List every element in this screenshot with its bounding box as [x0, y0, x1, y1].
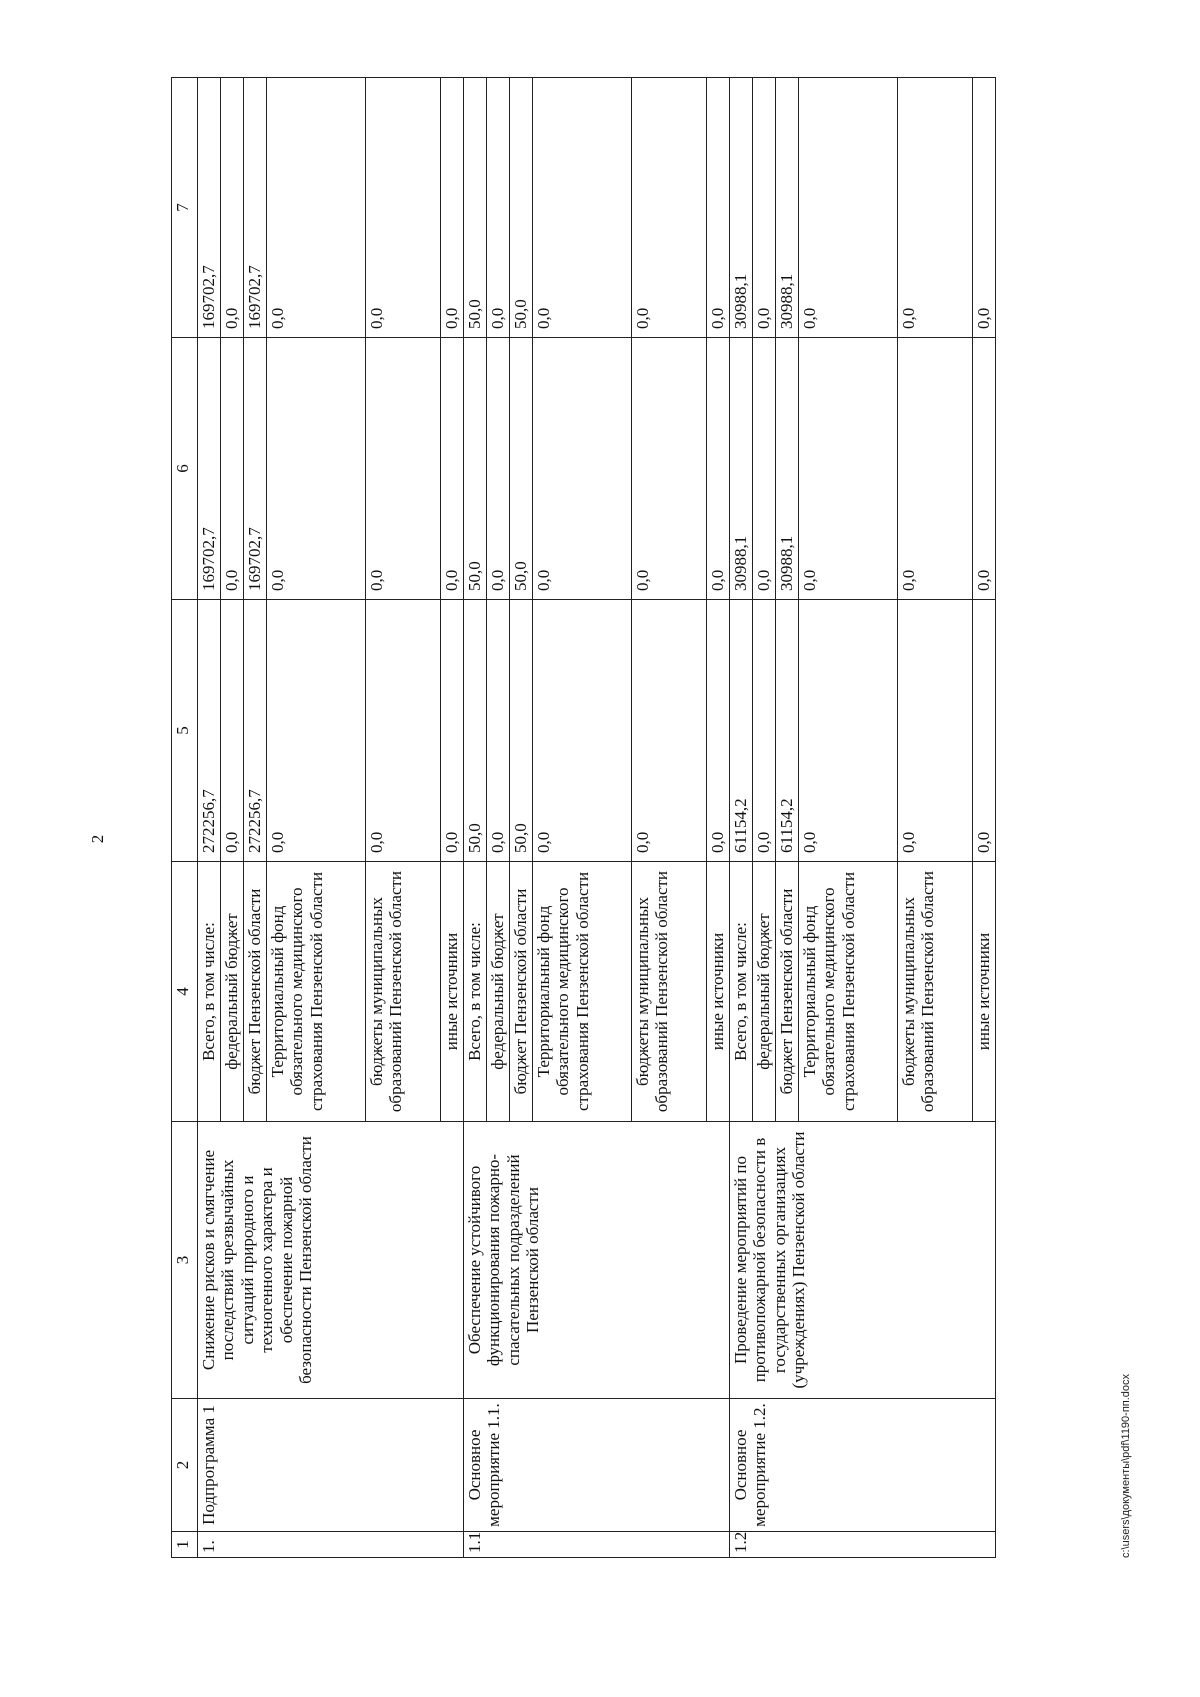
- funding-source: федеральный бюджет: [753, 862, 776, 1122]
- amount-cell: 0,0: [799, 78, 898, 338]
- program-name: Снижение рисков и смягчение последствий чрезвычайных ситуаций природного и техногенного характера и обеспечение пожарной безопасности Пензенской области: [198, 1122, 464, 1399]
- funding-source: Всего, в том числе:: [198, 862, 221, 1122]
- header-cell: 3: [172, 1122, 198, 1399]
- funding-source: иные источники: [973, 862, 996, 1122]
- amount-cell: 0,0: [533, 78, 632, 338]
- amount-cell: 0,0: [533, 600, 632, 862]
- amount-cell: 0,0: [441, 600, 464, 862]
- amount-cell: 0,0: [898, 78, 973, 338]
- amount-cell: 169702,7: [198, 78, 221, 338]
- amount-cell: 0,0: [632, 338, 707, 600]
- header-cell: 7: [172, 78, 198, 338]
- amount-cell: 0,0: [799, 600, 898, 862]
- amount-cell: 0,0: [898, 600, 973, 862]
- funding-source: бюджет Пензенской области: [776, 862, 799, 1122]
- amount-cell: 169702,7: [198, 338, 221, 600]
- page-number: 2: [88, 834, 107, 844]
- funding-source: бюджеты муниципальных образований Пензенской области: [898, 862, 973, 1122]
- amount-cell: 0,0: [753, 78, 776, 338]
- amount-cell: 0,0: [487, 78, 510, 338]
- amount-cell: 0,0: [267, 600, 366, 862]
- funding-source: Территориальный фонд обязательного медицинского страхования Пензенской области: [533, 862, 632, 1122]
- funding-source: Территориальный фонд обязательного медицинского страхования Пензенской области: [267, 862, 366, 1122]
- program-kind: Основное мероприятие 1.2.: [730, 1399, 996, 1532]
- amount-cell: 30988,1: [730, 338, 753, 600]
- funding-source: бюджеты муниципальных образований Пензенской области: [632, 862, 707, 1122]
- amount-cell: 0,0: [973, 78, 996, 338]
- row-number: 1.1: [464, 1532, 730, 1558]
- amount-cell: 0,0: [366, 338, 441, 600]
- amount-cell: 0,0: [221, 338, 244, 600]
- amount-cell: 50,0: [464, 600, 487, 862]
- amount-cell: 0,0: [267, 338, 366, 600]
- program-kind: Подпрограмма 1: [198, 1399, 464, 1532]
- amount-cell: 61154,2: [776, 600, 799, 862]
- amount-cell: 169702,7: [244, 78, 267, 338]
- amount-cell: 50,0: [464, 78, 487, 338]
- amount-cell: 61154,2: [730, 600, 753, 862]
- program-name: Обеспечение устойчивого функционирования пожарно-спасательных подразделений Пензенской области: [464, 1122, 730, 1399]
- amount-cell: 50,0: [464, 338, 487, 600]
- amount-cell: 0,0: [707, 600, 730, 862]
- amount-cell: 0,0: [221, 600, 244, 862]
- funding-source: бюджет Пензенской области: [244, 862, 267, 1122]
- amount-cell: 0,0: [707, 338, 730, 600]
- funding-source: бюджеты муниципальных образований Пензенской области: [366, 862, 441, 1122]
- amount-cell: 0,0: [267, 78, 366, 338]
- table-row: [730, 78, 753, 1558]
- amount-cell: 0,0: [632, 78, 707, 338]
- amount-cell: 50,0: [510, 600, 533, 862]
- amount-cell: 0,0: [441, 78, 464, 338]
- row-number: 1.2: [730, 1532, 996, 1558]
- amount-cell: 0,0: [707, 78, 730, 338]
- amount-cell: 0,0: [487, 338, 510, 600]
- amount-cell: 0,0: [973, 338, 996, 600]
- amount-cell: 0,0: [487, 600, 510, 862]
- funding-source: Всего, в том числе:: [730, 862, 753, 1122]
- funding-source: федеральный бюджет: [487, 862, 510, 1122]
- header-cell: 6: [172, 338, 198, 600]
- amount-cell: 30988,1: [730, 78, 753, 338]
- header-cell: 1: [172, 1532, 198, 1558]
- program-funding-table: [171, 77, 996, 1558]
- funding-source: Территориальный фонд обязательного медицинского страхования Пензенской области: [799, 862, 898, 1122]
- funding-source: Всего, в том числе:: [464, 862, 487, 1122]
- amount-cell: 30988,1: [776, 338, 799, 600]
- table-row: [464, 78, 487, 1558]
- document-path: c:\users\документы\pdf\1190-пп.docx: [1120, 1373, 1132, 1558]
- header-cell: 4: [172, 862, 198, 1122]
- header-cell: 2: [172, 1399, 198, 1532]
- amount-cell: 30988,1: [776, 78, 799, 338]
- table-row: [198, 78, 221, 1558]
- funding-source: иные источники: [441, 862, 464, 1122]
- amount-cell: 0,0: [799, 338, 898, 600]
- program-name: Проведение мероприятий по противопожарной безопасности в государственных организациях (учреждениях) Пензенской области: [730, 1122, 996, 1399]
- amount-cell: 0,0: [366, 78, 441, 338]
- program-kind: Основное мероприятие 1.1.: [464, 1399, 730, 1532]
- funding-source: федеральный бюджет: [221, 862, 244, 1122]
- amount-cell: 169702,7: [244, 338, 267, 600]
- amount-cell: 272256,7: [198, 600, 221, 862]
- amount-cell: 0,0: [366, 600, 441, 862]
- funding-source: иные источники: [707, 862, 730, 1122]
- amount-cell: 0,0: [898, 338, 973, 600]
- amount-cell: 0,0: [441, 338, 464, 600]
- amount-cell: 0,0: [632, 600, 707, 862]
- header-cell: 5: [172, 600, 198, 862]
- amount-cell: 0,0: [221, 78, 244, 338]
- amount-cell: 50,0: [510, 78, 533, 338]
- amount-cell: 0,0: [753, 600, 776, 862]
- amount-cell: 0,0: [753, 338, 776, 600]
- row-number: 1.: [198, 1532, 464, 1558]
- amount-cell: 50,0: [510, 338, 533, 600]
- amount-cell: 0,0: [533, 338, 632, 600]
- funding-source: бюджет Пензенской области: [510, 862, 533, 1122]
- amount-cell: 272256,7: [244, 600, 267, 862]
- header-row: [172, 78, 198, 1558]
- amount-cell: 0,0: [973, 600, 996, 862]
